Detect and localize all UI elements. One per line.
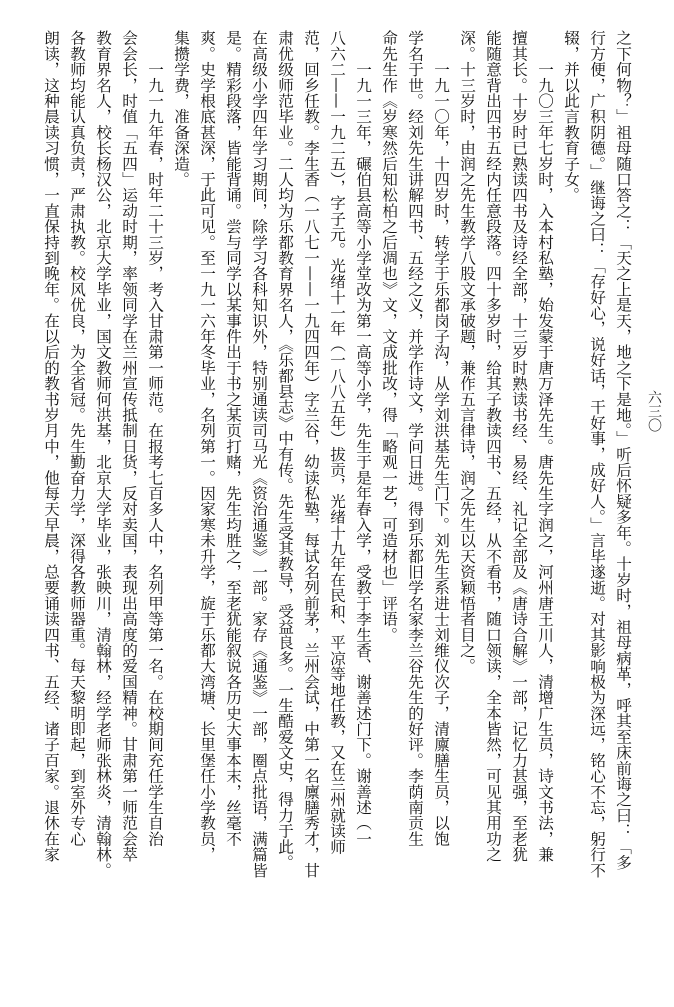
text-column: 学名于世。经刘先生讲解四书、五经之义，并学作诗文，学问日进。得到乐都旧学名家李兰谷先生的好评。李荫南贡生 [406, 30, 424, 847]
text-column: 行方便，广积阴德。」继诲之曰：「存好心，说好话，干好事，成好人。」言毕遂逝。对其影响极为深远，铭心不忘，躬行不 [588, 30, 606, 878]
text-column: 擅其长。十岁时已熟读四书及诗经全部，十三岁时熟读书经、易经、礼记全部及《唐诗合解》一部，记忆力甚强，至老犹 [510, 30, 528, 863]
text-column: 集攒学费，准备深造。 [172, 30, 190, 187]
text-column: 是。精彩段落，皆能背诵。尝与同学以某事件出于书之某页打赌，先生均胜之，至老犹能叙说各历史大事本末，丝毫不 [224, 30, 242, 847]
text-column: 能随意背出四书五经内任意段落。四十多岁时，给其子教读四书、五经，从不看书，随口领读，全本皆然，可见其用功之 [484, 30, 502, 863]
text-column: 各教师均能认真负责，严肃执教。校风优良，为全省冠。先生勤奋力学，深得各教师器重。每天黎明即起，到室外专心 [68, 30, 86, 847]
text-column: 之下何物？」祖母随口答之：「天之上是天，地之下是地。」听后怀疑多年。十岁时，祖母病革，呼其至床前诲之曰：「多 [614, 30, 632, 870]
text-column: 一九一三年，碾伯县高等小学堂改为第一高等小学，先生于是年春入学，受教于李生香、谢善述门下。谢善述（一 [354, 30, 372, 847]
text-column: 一九一〇年，十四岁时，转学于乐都岗子沟，从学刘洪基先生门下。刘先生系进士刘维仪次子，清廪膳生员，以饱 [432, 30, 450, 847]
text-column: 辍，并以此言教育子女。 [562, 30, 580, 203]
text-column: 爽。史学根底甚深，于此可见。至一九一六年冬毕业，名列第一。因家寒未升学，旋于乐都大湾塘、长里堡任小学教员， [198, 30, 216, 863]
text-column: 朗读，这种晨读习惯，一直保持到晚年。在以后的教书岁月中，他每天早晨，总要诵读四书、五经、诸子百家。退休在家 [42, 30, 60, 863]
text-column: 八六二——一九二五），字子元。光绪十一年（一八八五年）拔贡，光绪十九年在民和、平凉等地任教，又在兰州就读师 [328, 30, 346, 855]
text-column: 深。十三岁时，由润之先生教学八股文承破题，兼作五言律诗，润之先生以天资颖悟者目之。 [458, 30, 476, 674]
text-column: 范，回乡任教。李生香（一八七一——一九四四年）字兰谷，幼读私塾，每试名列前茅，兰州会试，中第一名廪膳秀才，甘 [302, 30, 320, 878]
text-column: 一九〇三年七岁时，入本村私塾，始发蒙于唐万泽先生。唐先生字润之，河州唐王川人，清增广生员，诗文书法，兼 [536, 30, 554, 863]
text-column: 在高级小学四年学习期间，除学习各科知识外，特别通读司马光《资治通鉴》一部。家存《通鉴》一部，圈点批语，满篇皆 [250, 30, 268, 878]
page-number: 六三〇 [646, 390, 662, 432]
text-column: 会会长，时值「五四」运动时期，率领同学在兰州宣传抵制日货，反对卖国，表现出高度的爱国精神。甘肃第一师范会萃 [120, 30, 138, 863]
text-column: 肃优级师范毕业。二人均为乐都教育界名人，《乐都县志》中有传。先生受其教导，受益良多。一生酷爱文史，得力于此。 [276, 30, 294, 870]
text-column: 命先生作《岁寒然后知松柏之后凋也》文，文成批改，得「略观一艺，可造材也」评语。 [380, 30, 398, 643]
text-column: 教育界名人，校长杨汉公，北京大学毕业，国文教师何洪基，北京大学毕业，张映川，清翰林，经学老师张林炎，清翰林。 [94, 30, 112, 878]
text-column: 一九一九年春，时年二十三岁，考入甘肃第一师范。在报考七百多人中，名列甲等第一名。在校期间充任学生自治 [146, 30, 164, 847]
